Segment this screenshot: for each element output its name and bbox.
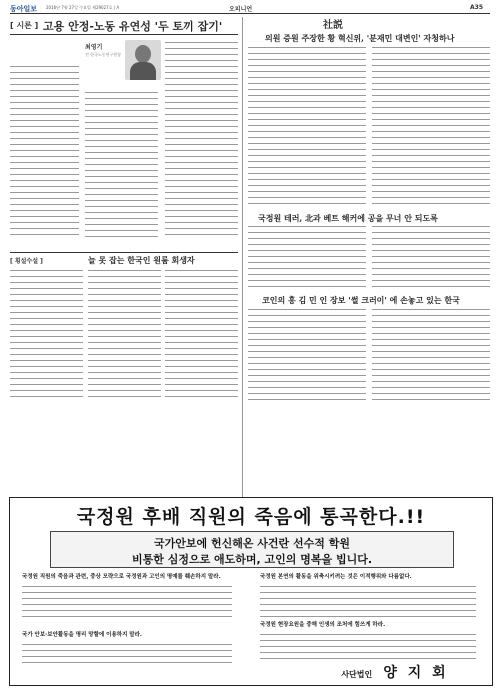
lower-column-top-rule	[10, 252, 238, 253]
ad-left-item-2-body	[22, 642, 232, 668]
editorial-body-2b	[372, 224, 490, 290]
lower-column-kicker: [ 횡설수설 ]	[10, 258, 43, 265]
editorial-body-2a	[248, 224, 366, 290]
ad-headline: 국정원 후배 직원의 죽음에 통곡한다.!!	[76, 506, 426, 528]
ad-right-item-1-title: 국정원 본연의 활동을 위축시키려는 것은 이적행위와 다름없다.	[260, 574, 412, 580]
ad-left-item-1-body	[22, 584, 232, 618]
ad-right-item-1	[260, 574, 482, 618]
editorial-body-1b	[372, 45, 490, 205]
ad-signature	[310, 662, 480, 682]
lower-column-title: 늘 못 잡는 한국인 원룸 회생자	[88, 255, 195, 265]
editorial-headline-1: 의원 증원 주장한 황 혁신위, '분재민 대변인' 자청하나	[265, 33, 455, 43]
ad-left-item-2	[22, 632, 242, 668]
editorial-headline-3: 코인의 홍 김 민 인 장보 '썰 크러이' 에 손놓고 있는 한국	[262, 295, 460, 305]
masthead-logo: 동아일보	[10, 5, 38, 13]
author-title: 전 한국노동연구원장	[85, 52, 122, 57]
date-line: 2016년 7월 27일 수요일 제29027호 | A	[46, 5, 120, 10]
editorial-headline-2: 국정원 테러, 北과 베트 해커에 공을 무너 안 되도록	[258, 213, 438, 223]
column-title: 고용 안정-노동 유연성 '두 토끼 잡기'	[43, 20, 223, 33]
lower-column-body-2	[88, 268, 161, 400]
ad-subheadline-box	[50, 531, 454, 568]
lower-column-body-3	[165, 268, 238, 400]
editorial-body-1a	[248, 45, 366, 205]
ad-right-item-1-body	[260, 584, 476, 618]
ad-banner	[9, 497, 493, 686]
author-name: 최영기	[85, 44, 103, 51]
page-number: A35	[470, 4, 483, 11]
author-box	[85, 40, 163, 82]
author-photo	[125, 40, 161, 80]
column-body-text-2	[85, 90, 158, 240]
column-body-text-1	[10, 64, 79, 240]
column-divider	[242, 17, 243, 497]
ad-left-item-2-title: 국가 안보·보안활동을 명리 망할에 이용하지 말라.	[22, 632, 143, 638]
ad-right-item-2	[260, 622, 482, 660]
ad-subheadline-1: 국가안보에 헌신해온 사건란 선수적 학원	[154, 537, 350, 550]
ad-right-item-2-title: 국정원 현장요원을 중해 인생의 조처에 힘쓰게 하라.	[260, 622, 386, 628]
header-rule	[10, 13, 490, 14]
ad-right-item-2-body	[260, 632, 476, 660]
author-photo-head	[135, 45, 151, 63]
lower-column-body-1	[10, 268, 83, 400]
editorial-body-3b	[372, 307, 490, 402]
column-body-text-3	[165, 40, 238, 240]
ad-subheadline-2: 비통한 심정으로 애도하며, 고인의 명복을 빕니다.	[131, 553, 373, 566]
ad-signature-name: 양 지 회	[383, 665, 449, 681]
section-label: 오피니언	[229, 6, 253, 13]
ad-signature-prefix: 사단법인	[341, 670, 373, 679]
ad-left-item-1-title: 국정원 직원의 죽음과 관련, 중상 모략으로 국정원과 고인의 명예를 훼손하지 말라.	[22, 574, 221, 580]
ad-left-item-1	[22, 574, 242, 618]
column-title-bar	[10, 17, 238, 35]
author-photo-body	[130, 62, 156, 80]
editorial-badge: 社説	[323, 20, 343, 31]
column-kicker: [ 시론 ]	[10, 21, 39, 30]
editorial-body-3a	[248, 307, 366, 402]
